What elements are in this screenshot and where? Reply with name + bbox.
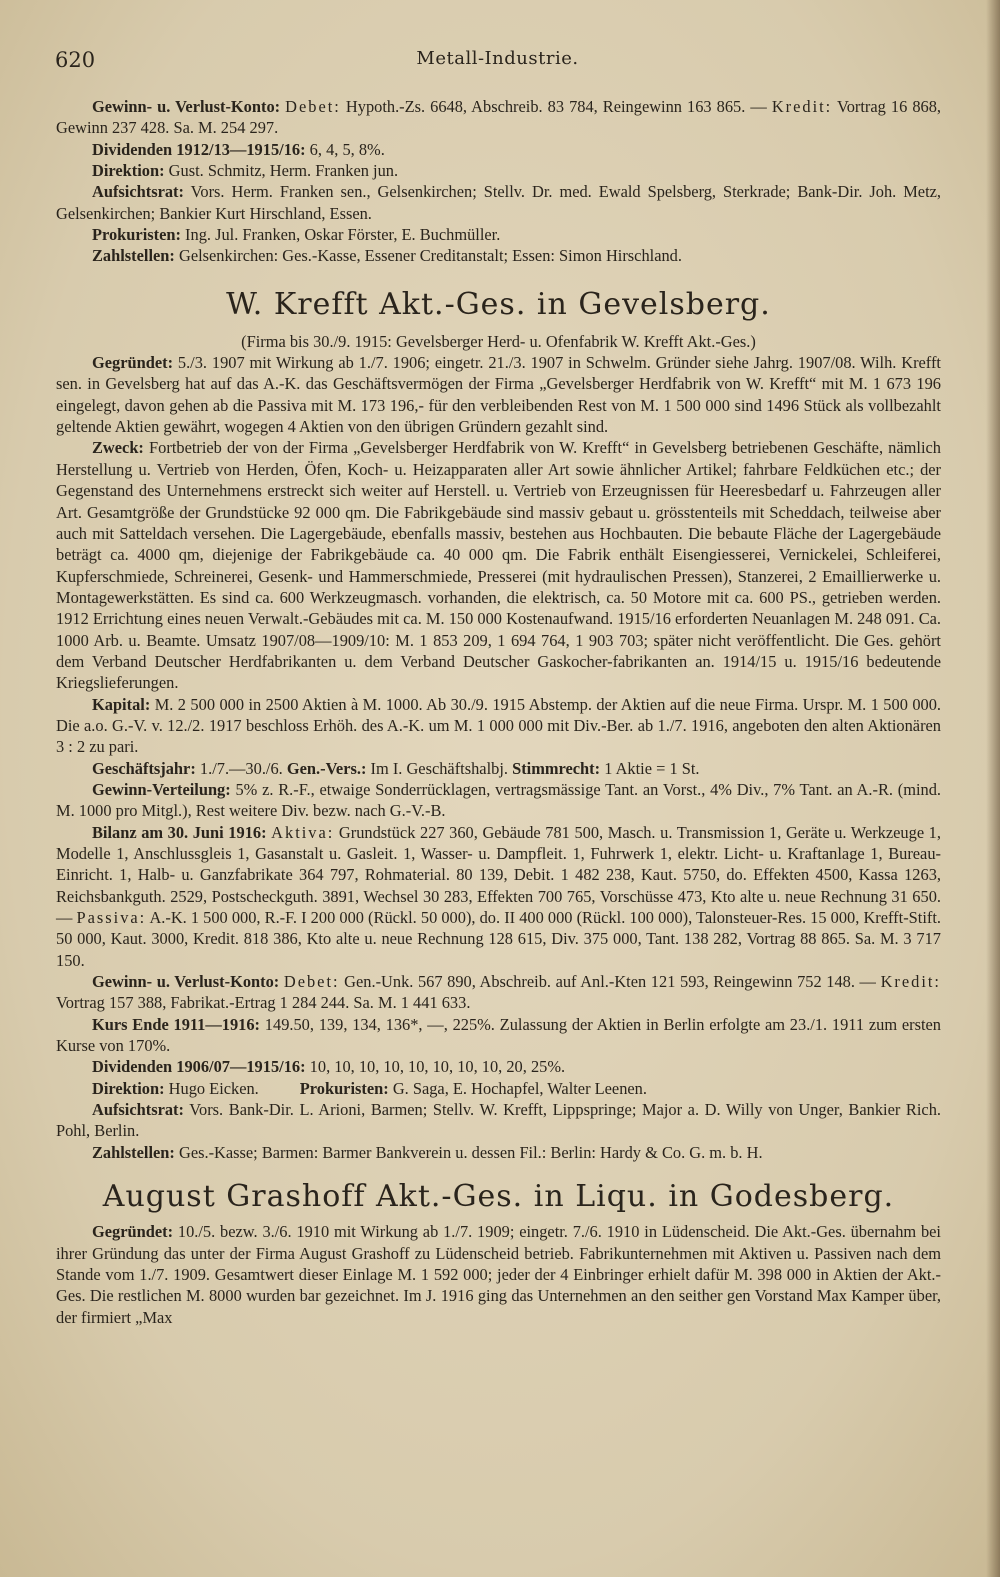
krefft-profit-distribution: Gewinn-Verteilung: 5% z. R.-F., etwaige Sonderrücklagen, vertragsmässige Tant. an Vorst., 4% Div., 7% Tant. an A.-R. (mind. M. 1000 pro Mitgl.), Rest weitere Div. bezw. nach G.-V.-B. bbox=[56, 779, 941, 821]
krefft-balance-sheet: Bilanz am 30. Juni 1916: Aktiva: Grundstück 227 360, Gebäude 781 500, Masch. u. Transmission 1, Geräte u. Werkzeuge 1, Modelle 1, Anschlussgleis 1, Gasanstalt u. Gasleit. 1, Wasser- u. Dampfleit. 1, Fuhrwerk 1, elektr. Licht- u. Kraftanlage 1, Bureau-Einricht. 1, Halb- u. Ganzfabrikate 364 797, Rohmaterial. 80 139, Debit. 1 482 238, Kaut. 5750, do. Effekten 4500, Kassa 1263, Reichsbankguth. 2529, Postscheckguth. 3891, Wechsel 30 283, Effekten 700 765, Vorschüsse 473, Kto alte u. neue Rechnung 31 650. — Passiva: A.-K. 1 500 000, R.-F. I 200 000 (Rückl. 50 000), do. II 400 000 (Rückl. 100 000), Talonsteuer-Res. 15 000, Krefft-Stift. 50 000, Kaut. 3000, Kredit. 818 386, Kto alte u. neue Rechnung 128 615, Div. 375 000, Tant. 138 282, Vortrag 88 865. Sa. M. 3 717 150. bbox=[56, 822, 941, 970]
page-header bbox=[55, 48, 940, 76]
krefft-dividends: Dividenden 1906/07—1915/16: 10, 10, 10, 10, 10, 10, 10, 10, 20, 25%. bbox=[92, 1057, 566, 1077]
prev-dividends: Dividenden 1912/13—1915/16: 6, 4, 5, 8%. bbox=[92, 139, 385, 159]
grashoff-title: August Grashoff Akt.-Ges. in Liqu. in Godesberg. bbox=[102, 1179, 895, 1215]
krefft-paying-agents: Zahlstellen: Ges.-Kasse; Barmen: Barmer Bankverein u. dessen Fil.: Berlin: Hardy & Co. G. m. b. H. bbox=[92, 1142, 763, 1162]
krefft-profit-loss: Gewinn- u. Verlust-Konto: Debet: Gen.-Unk. 567 890, Abschreib. auf Anl.-Kten 121 593, Reingewinn 752 148. — Kredit: Vortrag 157 388, Fabrikat.-Ertrag 1 284 244. Sa. M. 1 441 633. bbox=[56, 972, 941, 1013]
krefft-founded: Gegründet: 5./3. 1907 mit Wirkung ab 1./7. 1906; eingetr. 21./3. 1907 in Schwelm. Gründer siehe Jahrg. 1907/08. Wilh. Krefft sen. in Gevelsberg hat auf das A.-K. das Geschäftsvermögen der Firma „Gevelsberger Herdfabrik von W. Krefft“ mit M. 1 673 196 eingelegt, davon gehen ab die Passiva mit M. 173 196,- für den verbleibenden Rest von M. 1 500 000 sind 1496 Stück als vollbezahlt geltende Aktien gewährt, wogegen 4 Aktien von den übrigen Gründern gezahlt sind. bbox=[56, 353, 941, 437]
krefft-purpose: Zweck: Fortbetrieb der von der Firma „Gevelsberger Herdfabrik von W. Krefft“ in Gevelsberg betriebenen Geschäfte, nämlich Herstellung u. Vertrieb von Herden, Öfen, Koch- u. Heizapparaten aller Art sowie ähnlicher Artikel; fahrbare Feldküchen etc.; der Gegenstand des Unternehmens erstreckt sich weiter auf Herstell. u. Vertrieb von Erzeugnissen für Heeresbedarf u. Fahrzeugen aller Art. Gesamtgröße der Grundstücke 92 000 qm. Die Fabrikgebäude sind massiv gebaut u. grösstenteils mit Scheddach, teilweise aber auch mit Satteldach versehen. Die Lagergebäude, ebenfalls massiv, bestehen aus Hochbauten. Die bebaute Fläche der Lagergebäude beträgt ca. 4000 qm, diejenige der Fabrikgebäude ca. 40 000 qm. Die Fabrik enthält Eisengiesserei, Vernickelei, Schleiferei, Kupferschmiede, Schreinerei, Gesenk- und Hammerschmiede, Presserei (mit hydraulischen Pressen), Stanzerei, 2 Emaillierwerke u. Montagewerkstätten. Es sind ca. 600 Werkzeugmasch. vorhanden, die elektrisch, ca. 50 Motore mit ca. 600 PS., getrieben werden. 1912 Errichtung eines neuen Verwalt.-Gebäudes mit ca. M. 150 000 Kostenaufwand. 1915/16 erforderten Neuanlagen M. 248 091. Ca. 1000 Arb. u. Beamte. Umsatz 1907/08—1909/10: M. 1 853 209, 1 694 764, 1 903 703; später nicht veröffentlicht. Die Ges. gehört dem Verband Deutscher Herdfabrikanten u. dem Verband Deutscher Gaskocher-fabrikanten an. 1914/15 u. 1915/16 bedeutende Kriegslieferungen. bbox=[56, 438, 941, 693]
krefft-business-year: Geschäftsjahr: 1./7.—30./6. Gen.-Vers.: Im I. Geschäftshalbj. Stimmrecht: 1 Aktie = 1 St. bbox=[92, 758, 700, 778]
krefft-subtitle: (Firma bis 30./9. 1915: Gevelsberger Herd- u. Ofenfabrik W. Krefft Akt.-Ges.) bbox=[241, 331, 756, 351]
krefft-share-price: Kurs Ende 1911—1916: 149.50, 139, 134, 136*, —, 225%. Zulassung der Aktien in Berlin erfolgte am 23./1. 1911 zum ersten Kurse von 170%. bbox=[56, 1014, 941, 1056]
krefft-capital: Kapital: M. 2 500 000 in 2500 Aktien à M. 1000. Ab 30./9. 1915 Abstemp. der Aktien auf die neue Firma. Urspr. M. 1 500 000. Die a.o. G.-V. v. 12./2. 1917 beschloss Erhöh. des A.-K. um M. 1 000 000 mit Div.-Ber. ab 1./7. 1916, angeboten den alten Aktionären 3 : 2 zu pari. bbox=[56, 694, 942, 757]
page-edge-shadow bbox=[986, 0, 1000, 1577]
prev-supervisory-board: Aufsichtsrat: Vors. Herm. Franken sen., Gelsenkirchen; Stellv. Dr. med. Ewald Spelsberg, Sterkrade; Bank-Dir. Joh. Metz, Gelsenkirchen; Bankier Kurt Hirschland, Essen. bbox=[56, 182, 941, 223]
prev-procurists: Prokuristen: Ing. Jul. Franken, Oskar Förster, E. Buchmüller. bbox=[92, 225, 501, 245]
prev-paying-agents: Zahlstellen: Gelsenkirchen: Ges.-Kasse, Essener Creditanstalt; Essen: Simon Hirschland. bbox=[92, 246, 682, 266]
running-title: Metall-Industrie. bbox=[416, 48, 579, 69]
krefft-supervisory-board: Aufsichtsrat: Vors. Bank-Dir. L. Arioni, Barmen; Stellv. W. Krefft, Lippspringe; Major a. D. Willy von Unger, Bankier Rich. Pohl, Berlin. bbox=[56, 1100, 941, 1141]
page-number: 620 bbox=[55, 48, 96, 72]
prev-profit-loss: Gewinn- u. Verlust-Konto: Debet: Hypoth.-Zs. 6648, Abschreib. 83 784, Reingewinn 163 865. — Kredit: Vortrag 16 868, Gewinn 237 428. Sa. M. 254 297. bbox=[56, 97, 941, 138]
krefft-direction: Direktion: Hugo Eicken. Prokuristen: G. Saga, E. Hochapfel, Walter Leenen. bbox=[92, 1078, 647, 1098]
krefft-title: W. Krefft Akt.-Ges. in Gevelsberg. bbox=[226, 286, 771, 322]
page-body bbox=[56, 96, 941, 1328]
grashoff-founded: Gegründet: 10./5. bezw. 3./6. 1910 mit Wirkung ab 1./7. 1909; eingetr. 7./6. 1910 in Lüdenscheid. Die Akt.-Ges. übernahm bei ihrer Gründung das unter der Firma August Grashoff zu Lüdenscheid betrieb. Fabrikunternehmen mit Aktiven u. Passiven nach dem Stande vom 1./7. 1909. Gesamtwert dieser Einlage M. 1 592 000; jeder der 4 Einbringer erhielt dafür M. 398 000 in Aktien der Akt.-Ges. Die restlichen M. 8000 wurden bar gezeichnet. Im J. 1916 ging das Unternehmen an den seither gen Vorstand Max Kamper über, der firmiert „Max bbox=[56, 1222, 941, 1327]
prev-direction: Direktion: Gust. Schmitz, Herm. Franken jun. bbox=[92, 161, 399, 181]
